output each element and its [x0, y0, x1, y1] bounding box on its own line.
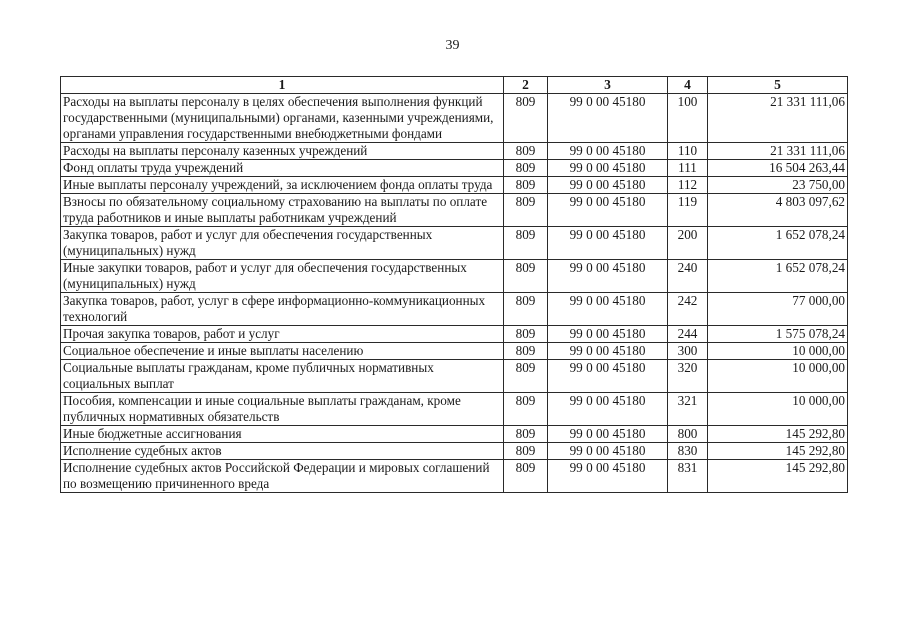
- row-vr-cell: 242: [668, 293, 708, 326]
- row-csr-cell: 99 0 00 45180: [548, 343, 668, 360]
- row-name-cell: Закупка товаров, работ и услуг для обеспечения государственных (муниципальных) нужд: [61, 227, 504, 260]
- row-csr-cell: 99 0 00 45180: [548, 326, 668, 343]
- budget-table: [60, 76, 848, 493]
- table-row: [61, 343, 848, 360]
- table-row: [61, 293, 848, 326]
- row-name-cell: Социальные выплаты гражданам, кроме публичных нормативных социальных выплат: [61, 360, 504, 393]
- table-row: [61, 443, 848, 460]
- table-body: [61, 94, 848, 493]
- table-row: [61, 143, 848, 160]
- row-name-cell: Социальное обеспечение и иные выплаты населению: [61, 343, 504, 360]
- row-csr-cell: 99 0 00 45180: [548, 460, 668, 493]
- row-vr-cell: 111: [668, 160, 708, 177]
- row-amount-cell: 4 803 097,62: [708, 194, 848, 227]
- column-header: 4: [668, 77, 708, 94]
- row-ved-cell: 809: [504, 293, 548, 326]
- row-csr-cell: 99 0 00 45180: [548, 293, 668, 326]
- row-csr-cell: 99 0 00 45180: [548, 260, 668, 293]
- table-row: [61, 260, 848, 293]
- table-row: [61, 160, 848, 177]
- row-csr-cell: 99 0 00 45180: [548, 227, 668, 260]
- row-amount-cell: 1 652 078,24: [708, 227, 848, 260]
- row-vr-cell: 831: [668, 460, 708, 493]
- row-vr-cell: 321: [668, 393, 708, 426]
- row-vr-cell: 119: [668, 194, 708, 227]
- row-amount-cell: 10 000,00: [708, 393, 848, 426]
- table-row: [61, 194, 848, 227]
- row-csr-cell: 99 0 00 45180: [548, 360, 668, 393]
- row-csr-cell: 99 0 00 45180: [548, 426, 668, 443]
- row-name-cell: Расходы на выплаты персоналу в целях обеспечения выполнения функций государственными (муниципальными) органами, казенными учреждениями, органами управления государственными внебюджетными фондами: [61, 94, 504, 143]
- row-vr-cell: 200: [668, 227, 708, 260]
- row-ved-cell: 809: [504, 393, 548, 426]
- column-header: 5: [708, 77, 848, 94]
- row-name-cell: Закупка товаров, работ, услуг в сфере информационно-коммуникационных технологий: [61, 293, 504, 326]
- row-vr-cell: 100: [668, 94, 708, 143]
- row-csr-cell: 99 0 00 45180: [548, 194, 668, 227]
- row-ved-cell: 809: [504, 160, 548, 177]
- row-csr-cell: 99 0 00 45180: [548, 143, 668, 160]
- row-csr-cell: 99 0 00 45180: [548, 177, 668, 194]
- row-ved-cell: 809: [504, 360, 548, 393]
- row-name-cell: Фонд оплаты труда учреждений: [61, 160, 504, 177]
- row-ved-cell: 809: [504, 194, 548, 227]
- row-vr-cell: 320: [668, 360, 708, 393]
- row-name-cell: Взносы по обязательному социальному страхованию на выплаты по оплате труда работников и иные выплаты работникам учреждений: [61, 194, 504, 227]
- table-row: [61, 177, 848, 194]
- row-name-cell: Иные выплаты персоналу учреждений, за исключением фонда оплаты труда: [61, 177, 504, 194]
- table-row: [61, 227, 848, 260]
- row-name-cell: Исполнение судебных актов Российской Федерации и мировых соглашений по возмещению причиненного вреда: [61, 460, 504, 493]
- table-header-row: [61, 77, 848, 94]
- row-amount-cell: 10 000,00: [708, 360, 848, 393]
- row-ved-cell: 809: [504, 343, 548, 360]
- row-amount-cell: 145 292,80: [708, 443, 848, 460]
- row-name-cell: Иные закупки товаров, работ и услуг для обеспечения государственных (муниципальных) нужд: [61, 260, 504, 293]
- row-name-cell: Расходы на выплаты персоналу казенных учреждений: [61, 143, 504, 160]
- row-vr-cell: 830: [668, 443, 708, 460]
- row-amount-cell: 1 652 078,24: [708, 260, 848, 293]
- table-row: [61, 393, 848, 426]
- row-amount-cell: 1 575 078,24: [708, 326, 848, 343]
- row-vr-cell: 110: [668, 143, 708, 160]
- table-row: [61, 426, 848, 443]
- row-ved-cell: 809: [504, 143, 548, 160]
- row-amount-cell: 145 292,80: [708, 460, 848, 493]
- table-row: [61, 326, 848, 343]
- row-vr-cell: 240: [668, 260, 708, 293]
- row-ved-cell: 809: [504, 460, 548, 493]
- row-amount-cell: 77 000,00: [708, 293, 848, 326]
- row-ved-cell: 809: [504, 326, 548, 343]
- row-vr-cell: 800: [668, 426, 708, 443]
- row-vr-cell: 244: [668, 326, 708, 343]
- row-csr-cell: 99 0 00 45180: [548, 443, 668, 460]
- row-amount-cell: 23 750,00: [708, 177, 848, 194]
- row-name-cell: Исполнение судебных актов: [61, 443, 504, 460]
- row-name-cell: Пособия, компенсации и иные социальные выплаты гражданам, кроме публичных нормативных обязательств: [61, 393, 504, 426]
- row-name-cell: Прочая закупка товаров, работ и услуг: [61, 326, 504, 343]
- column-header: 2: [504, 77, 548, 94]
- row-vr-cell: 300: [668, 343, 708, 360]
- row-amount-cell: 21 331 111,06: [708, 143, 848, 160]
- row-csr-cell: 99 0 00 45180: [548, 160, 668, 177]
- table-row: [61, 94, 848, 143]
- row-vr-cell: 112: [668, 177, 708, 194]
- row-ved-cell: 809: [504, 260, 548, 293]
- row-ved-cell: 809: [504, 177, 548, 194]
- row-amount-cell: 145 292,80: [708, 426, 848, 443]
- column-header: 1: [61, 77, 504, 94]
- row-ved-cell: 809: [504, 94, 548, 143]
- table-row: [61, 460, 848, 493]
- table-row: [61, 360, 848, 393]
- row-ved-cell: 809: [504, 426, 548, 443]
- row-ved-cell: 809: [504, 443, 548, 460]
- column-header: 3: [548, 77, 668, 94]
- row-amount-cell: 21 331 111,06: [708, 94, 848, 143]
- row-ved-cell: 809: [504, 227, 548, 260]
- row-csr-cell: 99 0 00 45180: [548, 94, 668, 143]
- row-amount-cell: 10 000,00: [708, 343, 848, 360]
- page-number: 39: [445, 38, 460, 53]
- row-amount-cell: 16 504 263,44: [708, 160, 848, 177]
- row-csr-cell: 99 0 00 45180: [548, 393, 668, 426]
- row-name-cell: Иные бюджетные ассигнования: [61, 426, 504, 443]
